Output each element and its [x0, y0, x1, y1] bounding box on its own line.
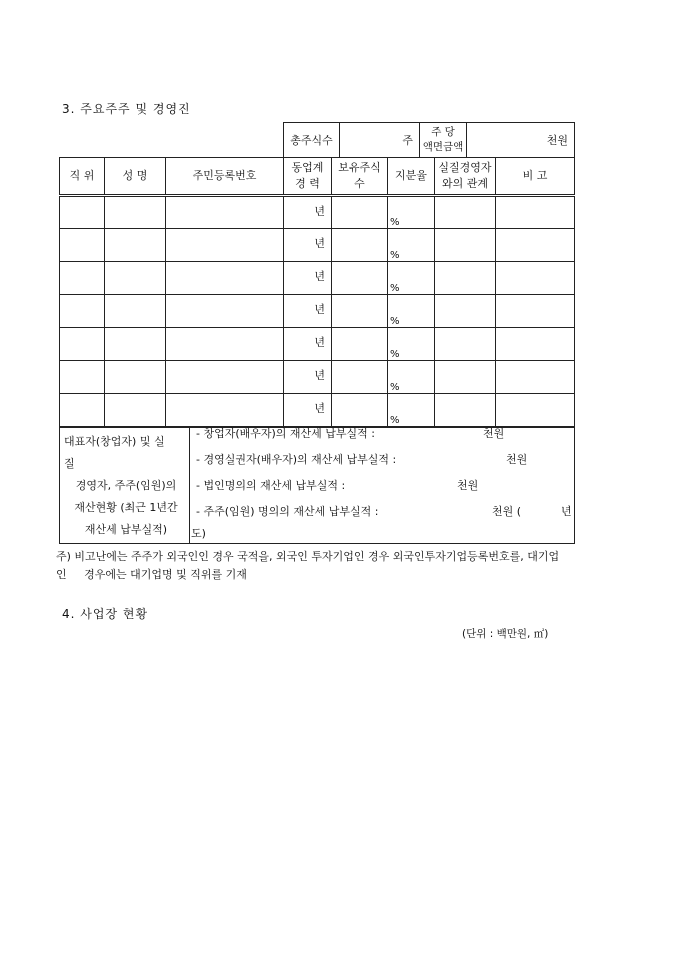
tax-line-founder: - 창업자(배우자)의 재산세 납부실적 :	[196, 427, 376, 440]
table-row	[60, 262, 575, 295]
tax-line-manager: - 경영실권자(배우자)의 재산세 납부실적 :	[196, 453, 397, 466]
header-name: 성 명	[105, 158, 166, 196]
section4-title: 4. 사업장 현황	[62, 607, 149, 621]
year-cell: 년	[284, 328, 332, 361]
header-holding	[332, 158, 388, 196]
share-unit: 주	[340, 123, 420, 158]
tax-line-shareholder-unit: 천원 (	[492, 505, 522, 518]
percent-mark: %	[390, 283, 400, 294]
year-cell: 년	[284, 295, 332, 328]
section3-title: 3. 주요주주 및 경영진	[62, 102, 191, 116]
tax-label-line4: 재산현황 (최근 1년간	[74, 501, 178, 514]
percent-mark: %	[390, 250, 400, 261]
tax-line-shareholder-tail: 도)	[191, 527, 206, 540]
table-row	[60, 295, 575, 328]
header-remarks: 비 고	[496, 158, 575, 196]
year-cell: 년	[284, 361, 332, 394]
tax-label-line2: 질	[64, 457, 75, 470]
shareholder-table	[59, 157, 575, 427]
tax-label-line3: 경영자, 주주(임원)의	[75, 479, 177, 492]
header-experience	[284, 158, 332, 196]
header-position: 직 위	[60, 158, 105, 196]
percent-mark: %	[390, 349, 400, 360]
tax-line-shareholder: - 주주(임원) 명의의 재산세 납부실적 :	[196, 505, 379, 518]
tax-line-corporate: - 법인명의의 재산세 납부실적 :	[196, 479, 346, 492]
tax-label-line1: 대표자(창업자) 및 실	[64, 435, 165, 448]
tax-line-corporate-unit: 천원	[457, 479, 479, 492]
par-value-label-line2: 액면금액	[422, 141, 464, 153]
tax-line-founder-unit: 천원	[483, 427, 505, 440]
header-relation	[435, 158, 496, 196]
remark-note-line2: 인 경우에는 대기업명 및 직위를 기재	[56, 568, 247, 581]
tax-line-shareholder-year: 년	[561, 505, 572, 518]
header-holding-line1: 보유주식	[338, 161, 381, 174]
header-resident-id: 주민등록번호	[166, 158, 284, 196]
year-cell: 년	[284, 262, 332, 295]
par-value-label	[420, 123, 467, 158]
percent-mark: %	[390, 415, 400, 426]
remark-note	[56, 548, 636, 584]
table-row	[60, 196, 575, 229]
property-tax-label	[60, 428, 190, 544]
percent-mark: %	[390, 382, 400, 393]
tax-line-manager-unit: 천원	[506, 453, 528, 466]
header-experience-line1: 동업계	[291, 161, 324, 174]
header-relation-line1: 실질경영자	[438, 161, 492, 174]
percent-mark: %	[390, 316, 400, 327]
year-cell: 년	[284, 394, 332, 427]
property-tax-table	[59, 427, 575, 544]
header-holding-line2: 수	[354, 177, 365, 190]
header-experience-line2: 경 력	[295, 177, 320, 190]
table-row	[60, 229, 575, 262]
remark-note-line1: 주) 비고난에는 주주가 외국인인 경우 국적을, 외국인 투자기업인 경우 외국인투자기업등록번호를, 대기업	[56, 550, 560, 563]
header-ownership: 지분율	[388, 158, 435, 196]
percent-mark: %	[390, 217, 400, 228]
table-row	[60, 328, 575, 361]
par-value-unit: 천원	[467, 123, 575, 158]
section4-unit: (단위 : 백만원, ㎡)	[462, 628, 549, 640]
par-value-label-line1: 주 당	[431, 126, 455, 138]
header-relation-line2: 와의 관계	[441, 177, 488, 190]
tax-label-line5: 재산세 납부실적)	[84, 523, 168, 536]
year-cell: 년	[284, 196, 332, 229]
table-row	[60, 361, 575, 394]
total-shares-label: 총주식수	[284, 123, 340, 158]
property-tax-details	[190, 428, 575, 544]
share-summary-table	[283, 122, 575, 158]
year-cell: 년	[284, 229, 332, 262]
